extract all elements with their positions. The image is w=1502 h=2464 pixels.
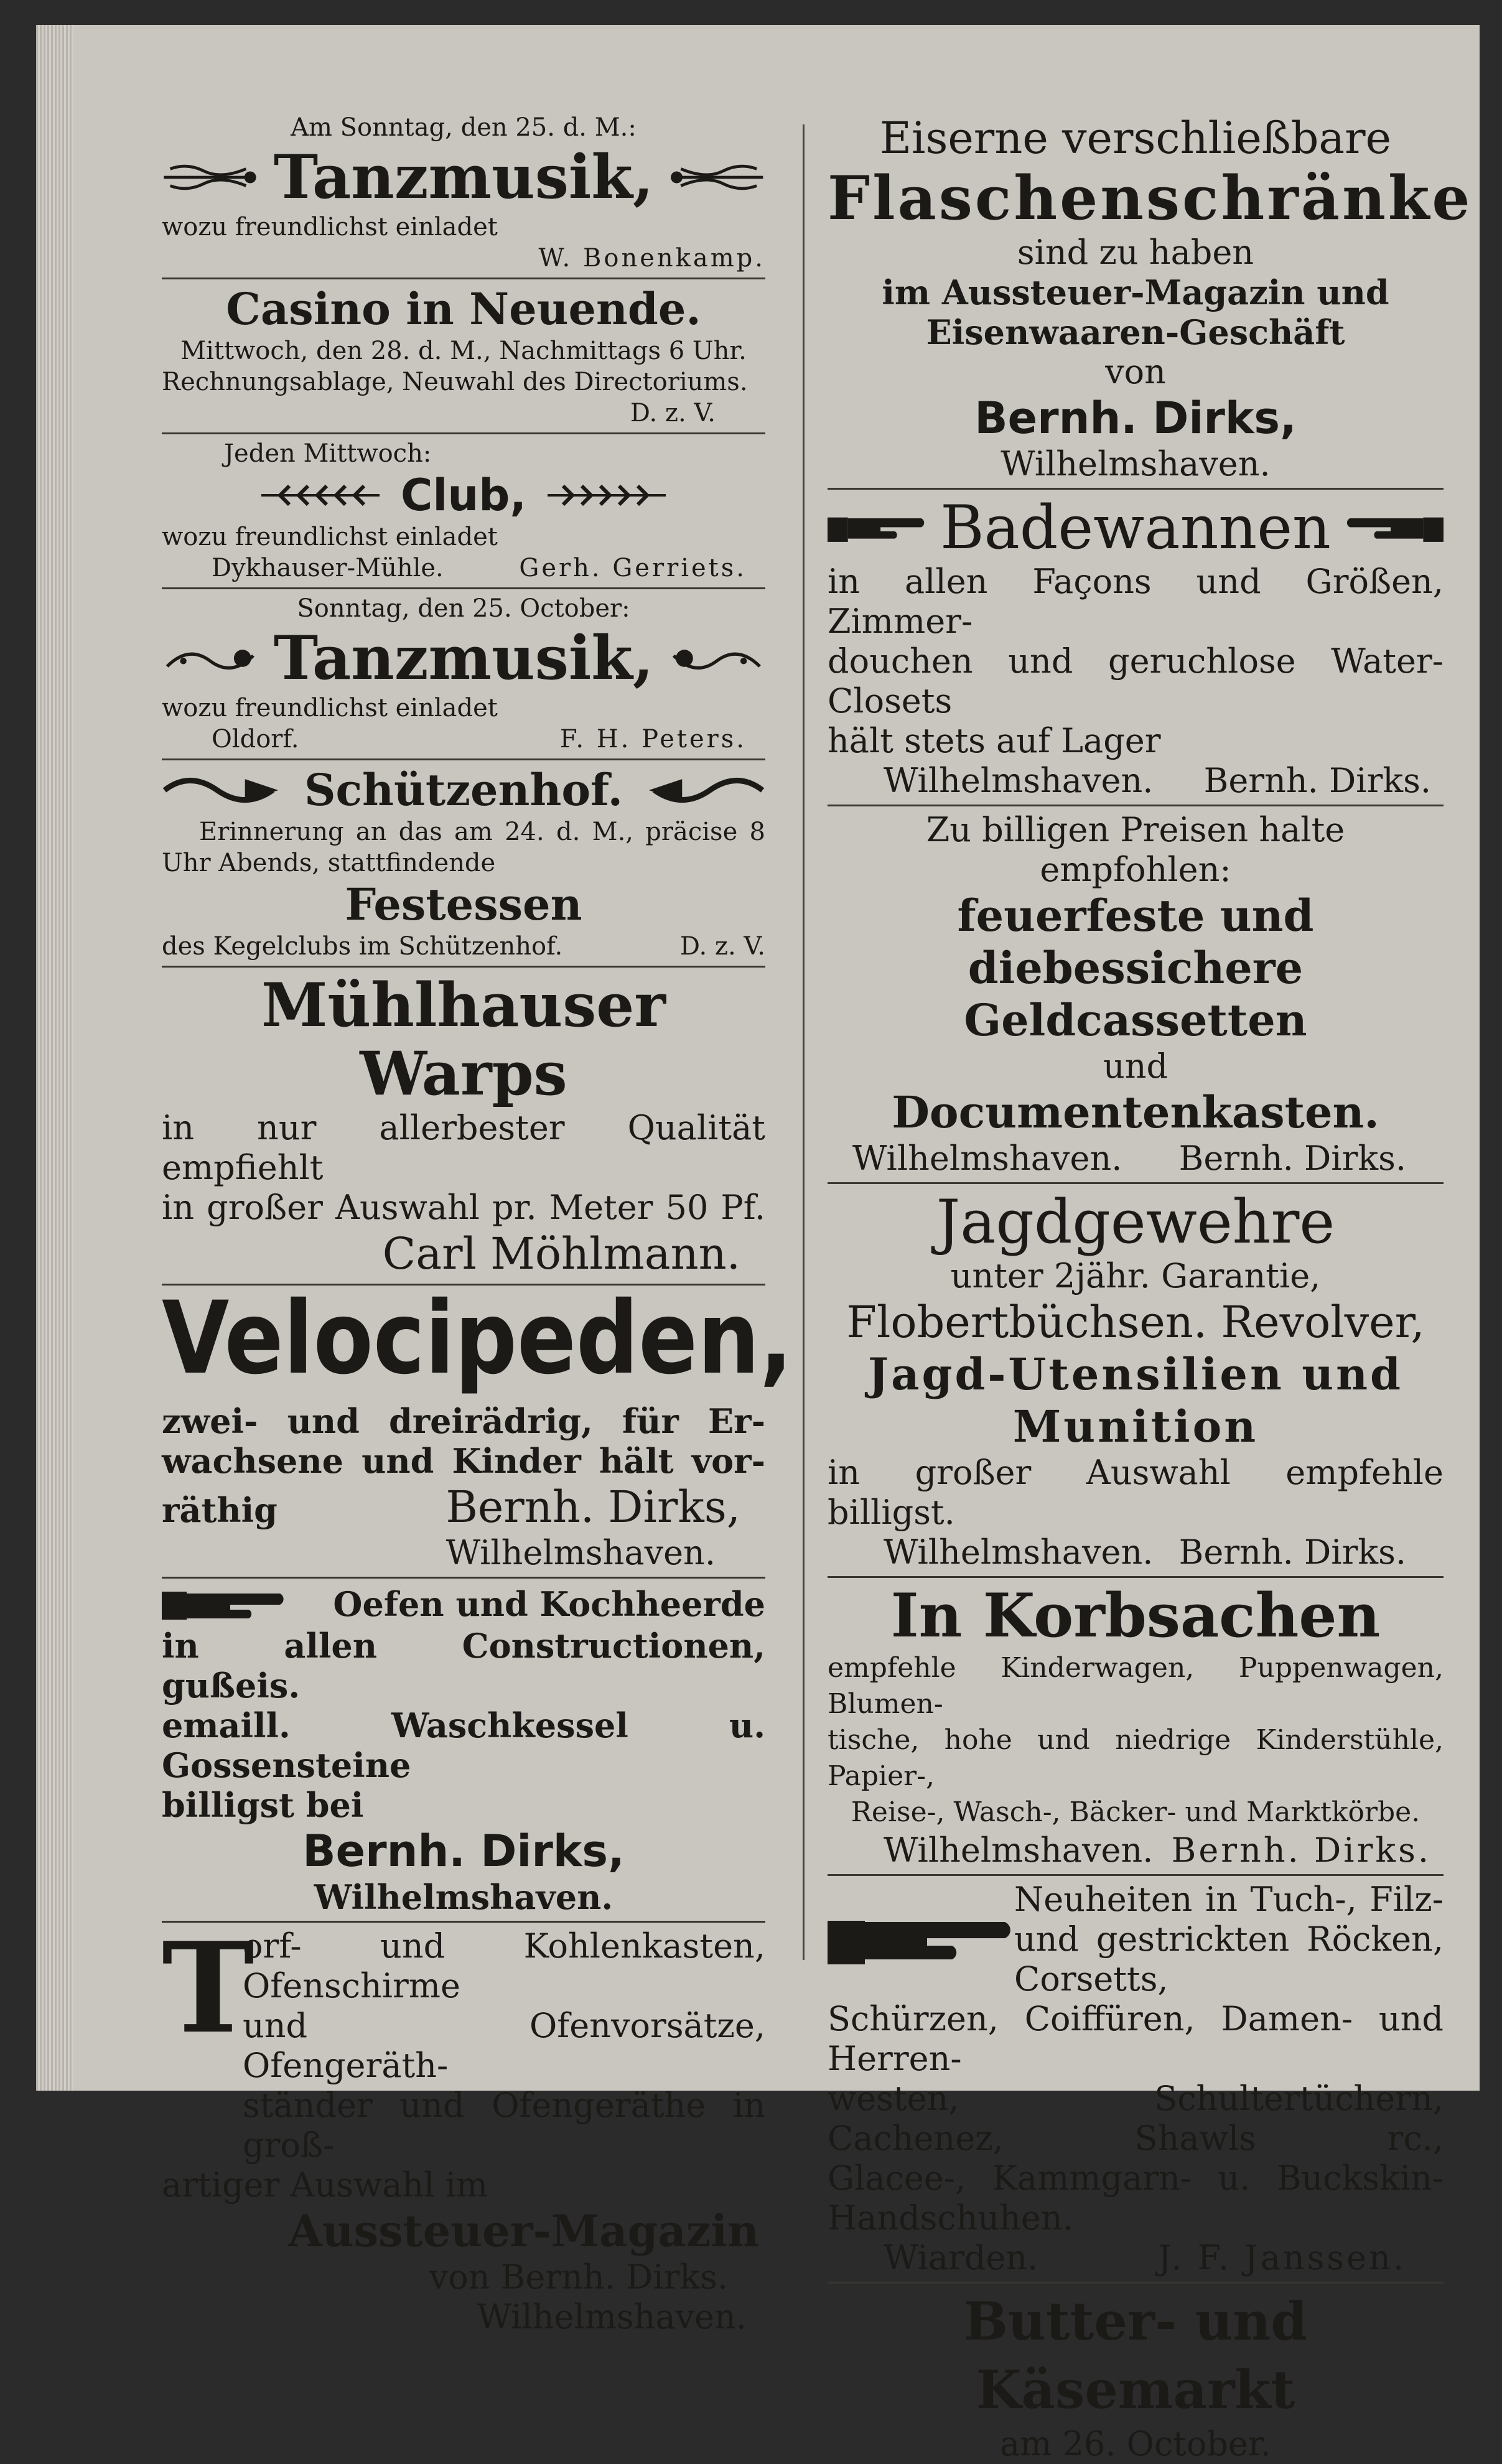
ad-line: empfehle Kinderwagen, Puppenwagen, Blumen- bbox=[828, 1652, 1444, 1720]
ad-place: Wilhelmshaven. bbox=[1001, 444, 1271, 483]
ad-jagdgewehre bbox=[828, 1188, 1444, 1572]
ad-seller: von Bernh. Dirks. bbox=[429, 2257, 728, 2297]
divider bbox=[162, 966, 765, 968]
ad-line: Geldcassetten bbox=[964, 994, 1307, 1046]
ad-line: Eisenwaaren-Geschäft bbox=[926, 312, 1345, 352]
ad-title: Tanzmusik, bbox=[273, 142, 654, 212]
ad-store: Aussteuer-Magazin bbox=[288, 2205, 759, 2257]
ad-seller: Bernh. Dirks. bbox=[1171, 1831, 1431, 1870]
ad-line: Neuheiten in Tuch-, Filz- bbox=[1014, 1880, 1444, 1919]
ad-line: douchen und geruchlose Water-Closets bbox=[828, 642, 1444, 721]
ad-line: des Kegelclubs im Schützenhof. bbox=[162, 932, 563, 961]
ad-title: Club, bbox=[401, 470, 526, 521]
ad-line: räthig bbox=[162, 1490, 278, 1530]
ad-line: Documentenkasten. bbox=[892, 1086, 1379, 1138]
ad-flaschenschraenke bbox=[828, 112, 1473, 484]
ad-line: sind zu haben bbox=[1017, 233, 1254, 272]
ad-oefen bbox=[162, 1582, 765, 1917]
ad-line: Oefen und Kochheerde bbox=[333, 1584, 765, 1624]
ad-line: feuerfeste und diebessichere bbox=[957, 890, 1314, 994]
ad-line: unter 2jähr. Garantie, bbox=[950, 1256, 1321, 1295]
ad-seller: Bernh. Dirks, bbox=[974, 393, 1297, 444]
left-column bbox=[162, 112, 793, 2337]
ad-geldcassetten bbox=[828, 810, 1444, 1178]
ad-line: Flobertbüchsen. Revolver, bbox=[846, 1297, 1425, 1348]
ad-line: von bbox=[1105, 352, 1166, 391]
ad-line: Uhr Abends, stattfindende bbox=[162, 849, 496, 877]
divider bbox=[828, 1182, 1444, 1184]
ad-tanzmusik-peters bbox=[162, 593, 765, 755]
ad-host: F. H. Peters. bbox=[559, 725, 747, 754]
ad-line: wachsene und Kinder hält vor- bbox=[162, 1441, 765, 1481]
ad-title: Schützenhof. bbox=[304, 764, 623, 816]
ad-line: Reise-, Wasch-, Bäcker- und Marktkörbe. bbox=[851, 1796, 1420, 1828]
ad-line: im Aussteuer-Magazin und bbox=[882, 273, 1389, 312]
ad-warps bbox=[162, 971, 765, 1280]
ad-place: Wilhelmshaven. bbox=[314, 1877, 613, 1917]
ad-place: Dykhauser-Mühle. bbox=[212, 554, 444, 582]
divider bbox=[828, 2282, 1444, 2284]
ad-place: Wilhelmshaven. bbox=[884, 1533, 1154, 1572]
ad-seller: Carl Möhlmann. bbox=[382, 1228, 740, 1279]
ad-line: emaill. Waschkessel u. Gossensteine bbox=[162, 1706, 765, 1785]
ad-title: Badewannen bbox=[940, 493, 1331, 562]
ad-line: westen, Schultertüchern, Cachenez, Shawls rc., bbox=[828, 2079, 1444, 2158]
ad-velocipeden bbox=[162, 1280, 793, 1573]
scroll-ornament-icon bbox=[668, 152, 765, 202]
divider bbox=[828, 805, 1444, 806]
ad-place: Oldorf. bbox=[212, 725, 299, 754]
ad-place: Wiarden. bbox=[884, 2238, 1038, 2277]
divider bbox=[162, 278, 765, 279]
ad-place: Wilhelmshaven. bbox=[884, 1831, 1154, 1870]
pointing-hand-icon bbox=[828, 1902, 1014, 1977]
drop-cap: T bbox=[162, 1915, 254, 2061]
ad-line: billigst bei bbox=[162, 1785, 364, 1825]
ad-seller: Bernh. Dirks. bbox=[1203, 761, 1431, 800]
ad-line: Munition bbox=[1012, 1401, 1259, 1452]
ad-date: Jeden Mittwoch: bbox=[224, 439, 432, 468]
ad-line: artiger Auswahl im bbox=[162, 2165, 488, 2205]
ad-title: Tanzmusik, bbox=[273, 623, 654, 693]
ad-line: in großer Auswahl empfehle billigst. bbox=[828, 1453, 1444, 1532]
ad-tanzmusik-bonenkamp bbox=[162, 112, 765, 274]
ad-place: Wilhelmshaven. bbox=[445, 1533, 716, 1572]
divider bbox=[828, 488, 1444, 490]
ad-line: Mittwoch, den 28. d. M., Nachmittags 6 Uhr. bbox=[180, 337, 747, 365]
ad-line: in allen Façons und Größen, Zimmer- bbox=[828, 562, 1444, 641]
ad-title: In Korbsachen bbox=[890, 1580, 1381, 1651]
ad-place: Wilhelmshaven. bbox=[852, 1139, 1122, 1178]
ad-line: in allen Constructionen, gußeis. bbox=[162, 1626, 765, 1706]
pointing-hand-icon bbox=[162, 1582, 286, 1626]
ad-invite: wozu freundlichst einladet bbox=[162, 213, 498, 241]
ad-title: Casino in Neuende. bbox=[226, 283, 701, 335]
ad-casino bbox=[162, 283, 765, 429]
ad-torf bbox=[162, 1915, 765, 2337]
ad-badewannen bbox=[828, 493, 1444, 801]
ad-host: Gerh. Gerriets. bbox=[519, 554, 747, 582]
ad-club bbox=[162, 438, 765, 584]
ad-line: in nur allerbester Qualität empfiehlt bbox=[162, 1108, 765, 1187]
ad-line: und gestrickten Röcken, Corsetts, bbox=[1014, 1920, 1444, 1999]
ad-line: Erinnerung an das am 24. d. M., präcise 8 bbox=[199, 818, 765, 846]
ad-event: Festessen bbox=[345, 879, 582, 930]
page-edge bbox=[36, 25, 73, 2091]
divider bbox=[828, 1576, 1444, 1578]
ad-neuheiten bbox=[828, 1880, 1444, 2278]
ad-line: Eiserne verschließbare bbox=[879, 113, 1392, 164]
right-column bbox=[828, 112, 1473, 2464]
leaf-spray-icon bbox=[541, 480, 666, 511]
ad-title: Butter- und Käsemarkt bbox=[963, 2290, 1308, 2420]
ad-invite: wozu freundlichst einladet bbox=[162, 523, 498, 551]
ad-title: Mühlhauser Warps bbox=[261, 970, 666, 1109]
ad-line: und Ofenvorsätze, Ofengeräth- bbox=[243, 2006, 765, 2085]
divider bbox=[162, 758, 765, 760]
ad-line: zwei- und dreirädrig, für Er- bbox=[162, 1401, 765, 1441]
ad-line: Schürzen, Coiffüren, Damen- und Herren- bbox=[828, 1999, 1444, 2078]
ad-sign: D. z. V. bbox=[679, 932, 765, 961]
divider bbox=[828, 1874, 1444, 1876]
ad-host: W. Bonenkamp. bbox=[538, 244, 765, 273]
divider bbox=[162, 587, 765, 589]
ad-line: am 26. October. bbox=[1000, 2424, 1271, 2463]
ad-seller: J. F. Janssen. bbox=[1157, 2238, 1406, 2277]
ad-line: orf- und Kohlenkasten, Ofenschirme bbox=[243, 1926, 765, 2005]
ad-seller: Bernh. Dirks, bbox=[445, 1482, 740, 1533]
ad-title: Velocipeden, bbox=[162, 1280, 793, 1398]
scroll-ornament-icon bbox=[668, 637, 765, 680]
ad-line: Rechnungsablage, Neuwahl des Directoriums. bbox=[162, 368, 748, 396]
ad-line: ständer und Ofengeräthe in groß- bbox=[243, 2086, 765, 2165]
ad-line: und bbox=[1103, 1047, 1168, 1086]
ad-place: Wilhelmshaven. bbox=[884, 761, 1154, 800]
ad-date: Sonntag, den 25. October: bbox=[297, 594, 630, 623]
ad-title: Flaschenschränke bbox=[828, 163, 1473, 233]
ad-seller: Bernh. Dirks. bbox=[1178, 1139, 1406, 1178]
ad-buttermarkt bbox=[828, 2287, 1444, 2464]
ad-title: Jagdgewehre bbox=[936, 1187, 1335, 1257]
ad-schuetzenhof bbox=[162, 764, 765, 962]
divider bbox=[162, 432, 765, 434]
scroll-ornament-icon bbox=[162, 765, 289, 815]
ad-korbsachen bbox=[828, 1582, 1444, 1870]
ad-line: Jagd-Utensilien und bbox=[868, 1348, 1403, 1400]
ad-seller: Bernh. Dirks, bbox=[302, 1826, 625, 1877]
ad-seller: Bernh. Dirks. bbox=[1178, 1533, 1406, 1572]
divider bbox=[162, 1577, 765, 1579]
ad-line: Glacee-, Kammgarn- u. Buckskin-Handschuhen. bbox=[828, 2158, 1444, 2238]
ad-date: Am Sonntag, den 25. d. M.: bbox=[291, 113, 637, 142]
ad-sign: D. z. V. bbox=[630, 399, 716, 427]
scroll-ornament-icon bbox=[638, 765, 765, 815]
scroll-ornament-icon bbox=[162, 152, 259, 202]
pointing-hand-icon bbox=[1346, 500, 1444, 556]
ad-line: tische, hohe und niedrige Kinderstühle, Papier-, bbox=[828, 1724, 1444, 1792]
ad-line: in großer Auswahl pr. Meter 50 Pf. bbox=[162, 1188, 765, 1227]
ad-line: hält stets auf Lager bbox=[828, 721, 1161, 760]
ad-invite: wozu freundlichst einladet bbox=[162, 694, 498, 722]
pointing-hand-icon bbox=[828, 500, 925, 556]
ad-line: Zu billigen Preisen halte empfohlen: bbox=[926, 810, 1345, 889]
column-divider bbox=[803, 124, 805, 1960]
leaf-spray-icon bbox=[261, 480, 386, 511]
scroll-ornament-icon bbox=[162, 637, 259, 680]
ad-place: Wilhelmshaven. bbox=[477, 2297, 747, 2336]
